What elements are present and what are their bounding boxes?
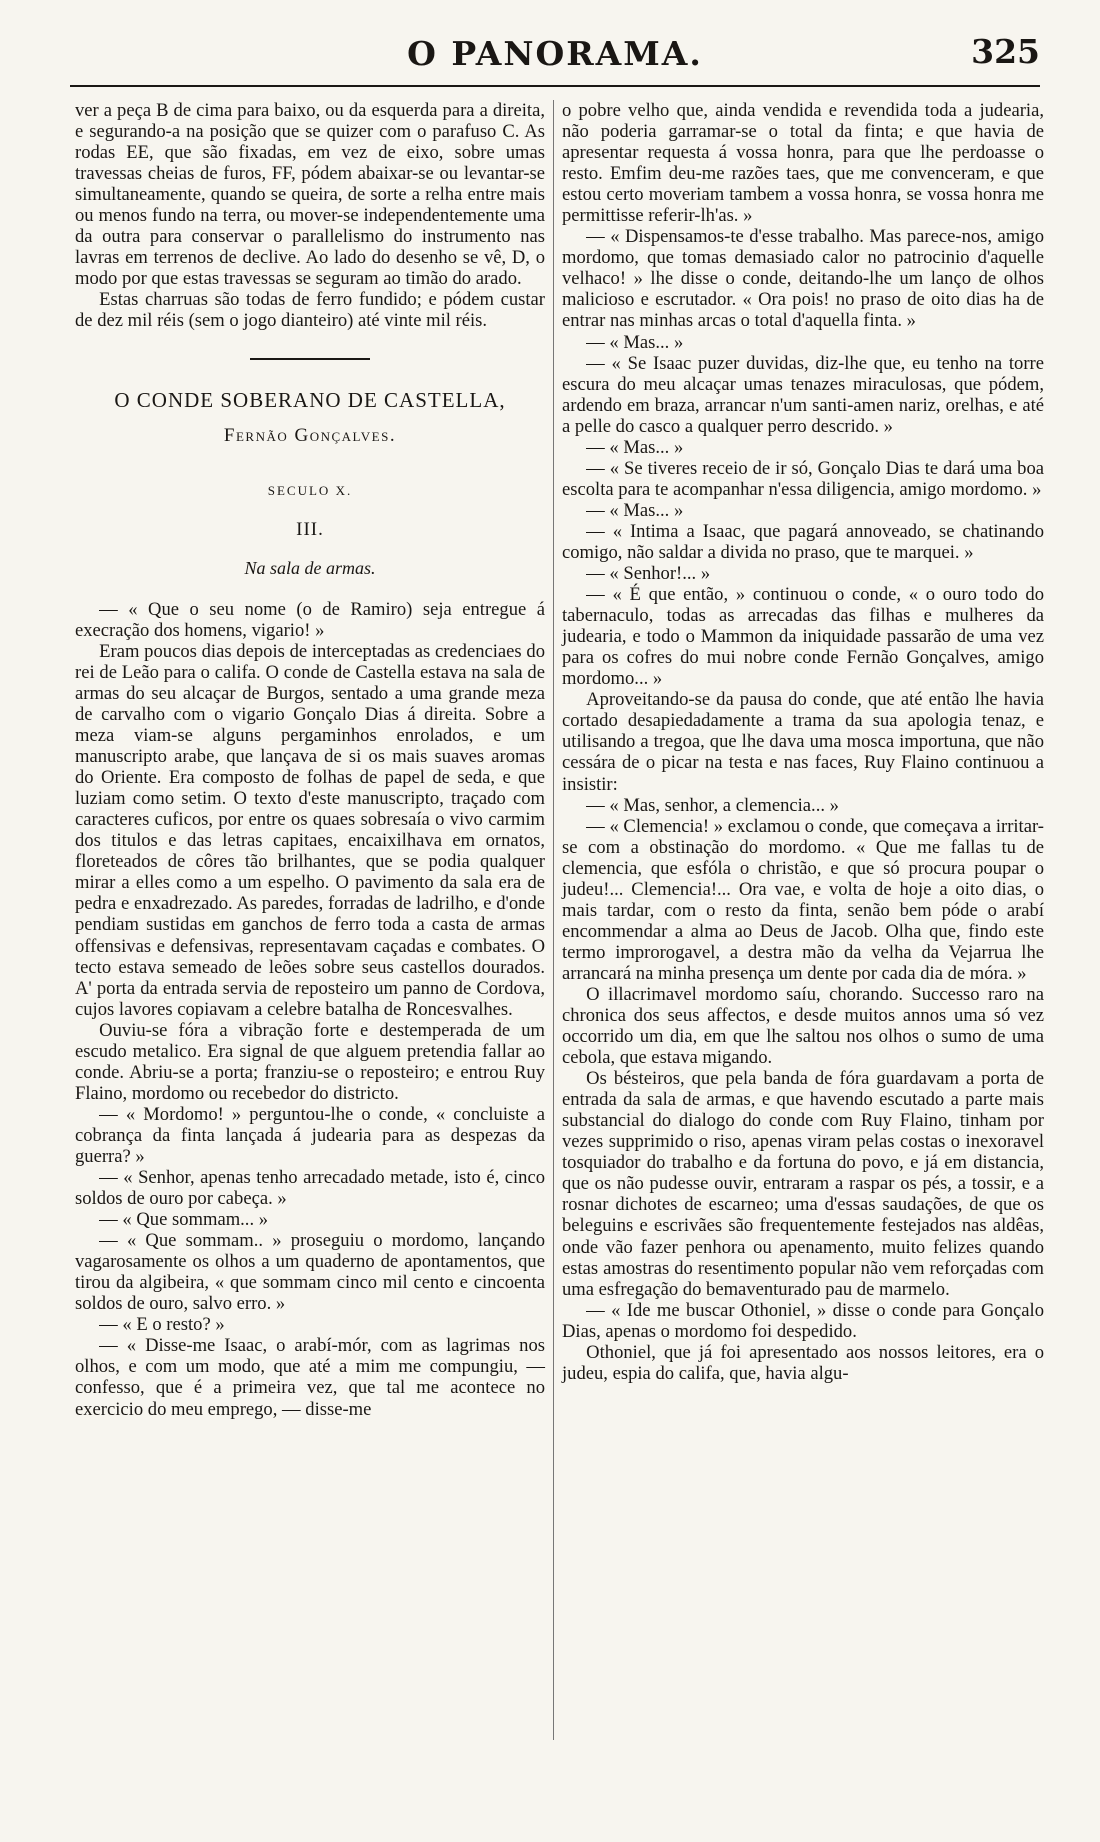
lead-paragraph: ver a peça B de cima para baixo, ou da esquerda para a direita, e segurando-a na posição que se quizer com o parafuso C. As rodas EE, que são fixadas, em vez de eixo, sobre umas travessas cheias de furos, FF, pódem abaixar-se ou levantar-se simultaneamente, quando se queira, de sorte a relha entre mais ou menos fundo na terra, ou mover-se independentemente uma da outra para conservar o parallelismo do instrumento nas lavras em terrenos de declive. Ao lado do desenho se vê, D, o modo por que estas travessas se seguram ao timão do arado. [75,100,545,290]
paragraph: — « Que o seu nome (o de Ramiro) seja entregue á execração dos homens, vigario! » [75,598,545,641]
paragraph: — « Intima a Isaac, que pagará annoveado, se chatinando comigo, não saldar a divida no praso, que te marquei. » [562,520,1044,563]
paragraph: Othoniel, que já foi apresentado aos nossos leitores, era o judeu, espia do califa, que, havia algu- [562,1341,1044,1384]
paragraph: — « Disse-me Isaac, o arabí-mór, com as lagrimas nos olhos, e com um modo, que até a mim me compungiu, — confesso, que é a primeira vez, que tal me acontece no exercicio do meu emprego, — disse-me [75,1335,545,1420]
article-title: O CONDE SOBERANO DE CASTELLA, [114,387,506,412]
article-century: SECULO X. [267,482,353,498]
paragraph: — « Que sommam... » [99,1209,269,1231]
paragraph: — « Mas... » [586,499,684,521]
paragraph: — « Ide me buscar Othoniel, » disse o conde para Gonçalo Dias, apenas o mordomo foi despedido. [562,1299,1044,1342]
paragraph: O illacrimavel mordomo saíu, chorando. Successo raro na chronica dos seus affectos, e desde muitos annos uma só vez occorrido um dia, em que lhe saltou nos olhos o sumo de uma cebola, que estava migando. [562,983,1044,1069]
chapter-number: III. [296,518,324,540]
paragraph: — « É que então, » continuou o conde, « o ouro todo do tabernaculo, todas as arrecadas das filhas e mulheres da judearia, e todo o Mammon da iniquidade passarão de uma vez para os cofres do mui nobre conde Fernão Gonçalves, amigo mordomo... » [562,584,1044,690]
paragraph: — « Senhor!... » [586,563,711,585]
publication-title: O PANORAMA. [407,34,703,73]
chapter-title: Na sala de armas. [244,557,376,578]
paragraph: — « Se tiveres receio de ir só, Gonçalo Dias te dará uma boa escolta para te acompanhar n'essa diligencia, amigo mordomo. » [562,457,1044,500]
page-number: 325 [971,32,1040,71]
column-divider [553,100,554,1740]
paragraph: — « Mas... » [586,436,684,458]
paragraph: Aproveitando-se da pausa do conde, que até então lhe havia cortado desapiedadamente a trama da sua apologia tenaz, e utilisando a tregoa, que lhe dava uma mosca importuna, que não cessára de o picar na testa e nas faces, Ruy Flaino continuou a insistir: [562,689,1044,795]
paragraph: o pobre velho que, ainda vendida e revendida toda a judearia, não poderia garramar-se o total da finta; e que havia de apresentar requesta á vossa honra, para que lhe perdoasse o resto. Emfim deu-me razões taes, que me convenceram, e que estou certo moveriam tambem a vossa honra, se vossa honra me permittisse referir-lh'as. » [562,100,1044,227]
closing-paragraph: Estas charruas são todas de ferro fundido; e pódem custar de dez mil réis (sem o jogo dianteiro) até vinte mil réis. [75,289,545,332]
paragraph: — « Mas, senhor, a clemencia... » [586,794,839,816]
paragraph: — « Dispensamos-te d'esse trabalho. Mas parece-nos, amigo mordomo, que tomas demasiado calor no patrocinio d'aquelle velhaco! » lhe disse o conde, deitando-lhe um lanço de olhos malicioso e escrutador. « Ora pois! no praso de oito dias ha de entrar nas minhas arcas o total d'aquella finta. » [562,226,1044,332]
paragraph: — « E o resto? » [99,1314,225,1336]
paragraph: Os bésteiros, que pela banda de fóra guardavam a porta de entrada da sala de armas, e que havendo escutado a parte mais substancial do dialogo do conde com Ruy Flaino, tinham por vezes supprimido o riso, apenas viram pelas costas o inexoravel tosquiador do trabalho e da fortuna do povo, e já em distancia, que os não pudesse ouvir, entraram a raspar os pés, a tossir, e a rosnar dichotes de escarneo; uma d'essas saudações, de que os beleguins e escrivães são frequentemente festejados nas aldêas, onde vão fazer penhora ou apenamento, muito felizes quando estas amostras do resentimento popular não vem reforçadas com uma esfregação do bemaventurado pau de marmelo. [562,1068,1044,1300]
running-head [70,28,1040,88]
paragraph: Eram poucos dias depois de interceptadas as credenciaes do rei de Leão para o califa. O conde de Castella estava na sala de armas do seu alcaçar de Burgos, sentado a uma grande meza de carvalho com o vigario Gonçalo Dias á direita. Sobre a meza viam-se alguns pergaminhos enrolados, e um manuscripto arabe, que lançava de si os mais suaves aromas do Oriente. Era composto de folhas de papel de seda, e que luziam como setim. O texto d'este manuscripto, traçado com caracteres cuficos, por entre os quaes sobresaía o vivo carmim dos titulos e das letras capitaes, encaixilhava em ornatos, floreteados de côres tão brilhantes, que se podia qualquer mirar a elles como a um espelho. O pavimento da sala era de pedra e enxadrezado. As paredes, forradas de ladrilho, e d'onde pendiam sustidas em ganchos de ferro toda a casta de armas offensivas e defensivas, representavam caçadas e combates. O tecto estava semeado de leões sobre seus castellos dourados. A' porta da entrada servia de reposteiro um panno de Cordova, cujos lavores copiavam a celebre batalha de Roncesvalhes. [75,640,545,1020]
paragraph: — « Mordomo! » perguntou-lhe o conde, « concluiste a cobrança da finta lançada á judearia para as despezas da guerra? » [75,1103,545,1167]
paragraph: — « Senhor, apenas tenho arrecadado metade, isto é, cinco soldos de ouro por cabeça. » [75,1167,545,1210]
paragraph: — « Clemencia! » exclamou o conde, que começava a irritar-se com a obstinação do mordomo. « Que me fallas tu de clemencia, que esfóla o christão, e que só procura poupar o judeu!... Clemencia!... Ora vae, e volta de hoje a oito dias, o mais tardar, com o resto da finta, senão bem póde o arabí encommendar a alma ao Deus de Jacob. Olha que, findo este termo improrogavel, a destra mão da velha da Vejarrua lhe arrancará na minha presença um dente por cada dia de móra. » [562,815,1044,984]
section-rule [250,358,370,360]
paragraph: — « Mas... » [586,331,684,353]
paragraph: — « Que sommam.. » proseguiu o mordomo, lançando vagarosamente os olhos a um quaderno de apontamentos, que tirou da algibeira, « que sommam cinco mil cento e cincoenta soldos de ouro, salvo erro. » [75,1230,545,1315]
header-rule [70,85,1040,87]
article-subtitle: Fernão Gonçalves. [223,424,397,446]
left-column [75,100,545,1420]
right-column [562,100,1044,1384]
paragraph: — « Se Isaac puzer duvidas, diz-lhe que, eu tenho na torre escura do meu alcaçar umas tenazes miraculosas, que pódem, ardendo em braza, arrancar n'um santi-amen nariz, orelhas, e até a pelle do casco a qualquer perro descrido. » [562,352,1044,437]
paragraph: Ouviu-se fóra a vibração forte e destemperada de um escudo metalico. Era signal de que alguem pretendia fallar ao conde. Abriu-se a porta; franziu-se o reposteiro; e entrou Ruy Flaino, mordomo ou recebedor do districto. [75,1019,545,1104]
